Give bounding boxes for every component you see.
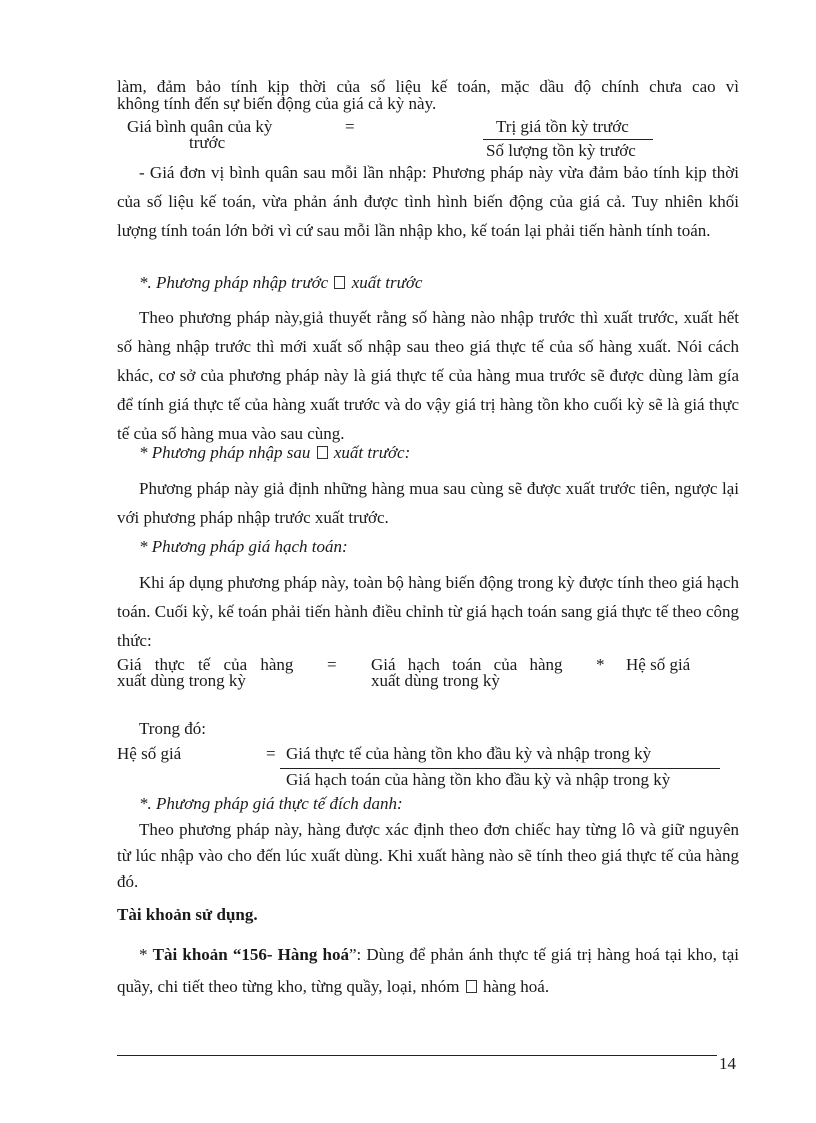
missing-glyph-icon xyxy=(334,276,345,289)
lifo-heading-part2: xuất trước: xyxy=(333,443,411,462)
fifo-paragraph: Theo phương pháp này,giả thuyết rằng số hàng nào nhập trước thì xuất trước, xuất hết số hàng nhập trước thì mới xuất số nhập sau theo giá thực tế của số hàng xuất. Nói cách khác, cơ sở của phương pháp này là giá thực tế của hàng mua trước sẽ được dùng làm gía để tính giá thực tế của hàng xuất trước và do vậy giá trị hàng tồn kho cuối kỳ sẽ là giá thực tế của số hàng mua vào sau cùng. xyxy=(117,308,739,443)
accounts-heading: Tài khoản sử dụng. xyxy=(117,905,258,924)
standard-heading: * Phương pháp giá hạch toán: xyxy=(139,537,348,556)
formula3-numerator: Giá thực tế của hàng tồn kho đầu kỳ và nhập trong kỳ xyxy=(286,744,652,763)
formula2-equals: = xyxy=(327,655,337,674)
where-label: Trong đó: xyxy=(139,719,206,738)
formula3-equals: = xyxy=(266,744,276,763)
formula1-lhs-line2: trước xyxy=(189,133,226,152)
accounts-item-rest-b: hàng hoá. xyxy=(482,977,550,996)
accounts-paragraph xyxy=(117,939,739,1003)
formula2-lhs-line1: Giá thực tế của hàng xyxy=(117,655,294,674)
lifo-paragraph: Phương pháp này giả định những hàng mua sau cùng sẽ được xuất trước tiên, ngược lại với phương pháp nhập trước xuất trước. xyxy=(117,479,739,527)
specific-heading: *. Phương pháp giá thực tế đích danh: xyxy=(139,794,403,813)
specific-paragraph: Theo phương pháp này, hàng được xác định theo đơn chiếc hay từng lô và giữ nguyên từ lúc nhập vào cho đến lúc xuất dùng. Khi xuất hàng nào sẽ tính theo giá thực tế của hàng đó. xyxy=(117,820,739,891)
intro-paragraph xyxy=(117,78,739,112)
intro-line-1: làm, đảm bảo tính kịp thời của số liệu kế toán, mặc dầu độ chính chưa cao vì xyxy=(117,77,739,96)
formula1-lhs-line1: Giá bình quân của kỳ xyxy=(127,117,273,136)
formula2-rhs: Hệ số giá xyxy=(626,655,691,674)
accounts-item-rest-a: : Dùng để phản ánh thực tế giá trị hàng hoá tại kho, tại quầy, chi tiết theo từng kho, từng quầy, loại, nhóm xyxy=(117,945,739,996)
accounts-item-quote: ” xyxy=(348,945,357,964)
formula3-denominator: Giá hạch toán của hàng tồn kho đầu kỳ và nhập trong kỳ xyxy=(286,770,671,789)
formula1-fraction-bar xyxy=(483,139,653,140)
intro-line-2: không tính đến sự biến động của giá cả kỳ này. xyxy=(117,94,437,113)
formula1-denominator: Số lượng tồn kỳ trước xyxy=(486,141,636,160)
formula2-times: * xyxy=(596,655,605,674)
formula3-fraction-bar xyxy=(280,768,720,769)
formula1-numerator: Trị giá tồn kỳ trước xyxy=(496,117,629,136)
accounts-item-bold: Tài khoản “156- Hàng hoá xyxy=(152,945,349,964)
formula1-equals: = xyxy=(345,117,355,136)
page-number: 14 xyxy=(719,1054,736,1073)
footer-rule xyxy=(117,1055,717,1056)
missing-glyph-icon xyxy=(317,446,328,459)
missing-glyph-icon xyxy=(466,980,477,993)
fifo-heading-part2: xuất trước xyxy=(351,273,423,292)
fifo-heading-part1: *. Phương pháp nhập trước xyxy=(139,273,329,292)
lifo-heading xyxy=(139,443,410,463)
formula3-lhs: Hệ số giá xyxy=(117,744,182,763)
formula2-lhs-line2: xuất dùng trong kỳ xyxy=(117,671,246,690)
accounts-item-prefix: * xyxy=(139,945,153,964)
formula2-mid-line1: Giá hạch toán của hàng xyxy=(371,655,563,674)
standard-paragraph: Khi áp dụng phương pháp này, toàn bộ hàng biến động trong kỳ được tính theo giá hạch toán. Cuối kỳ, kế toán phải tiến hành điều chỉnh từ giá hạch toán sang giá thực tế theo công thức: xyxy=(117,573,739,650)
lifo-heading-part1: * Phương pháp nhập sau xyxy=(139,443,311,462)
unit-average-paragraph: - Giá đơn vị bình quân sau mỗi lần nhập: Phương pháp này vừa đảm bảo tính kịp thời của số liệu kế toán, vừa phản ánh được tình hình biến động của giá cả. Tuy nhiên khối lượng tính toán lớn bởi vì cứ sau mỗi lần nhập kho, kế toán lại phải tiến hành tính toán. xyxy=(117,163,739,240)
fifo-heading xyxy=(139,273,422,293)
formula2-mid-line2: xuất dùng trong kỳ xyxy=(371,671,500,690)
